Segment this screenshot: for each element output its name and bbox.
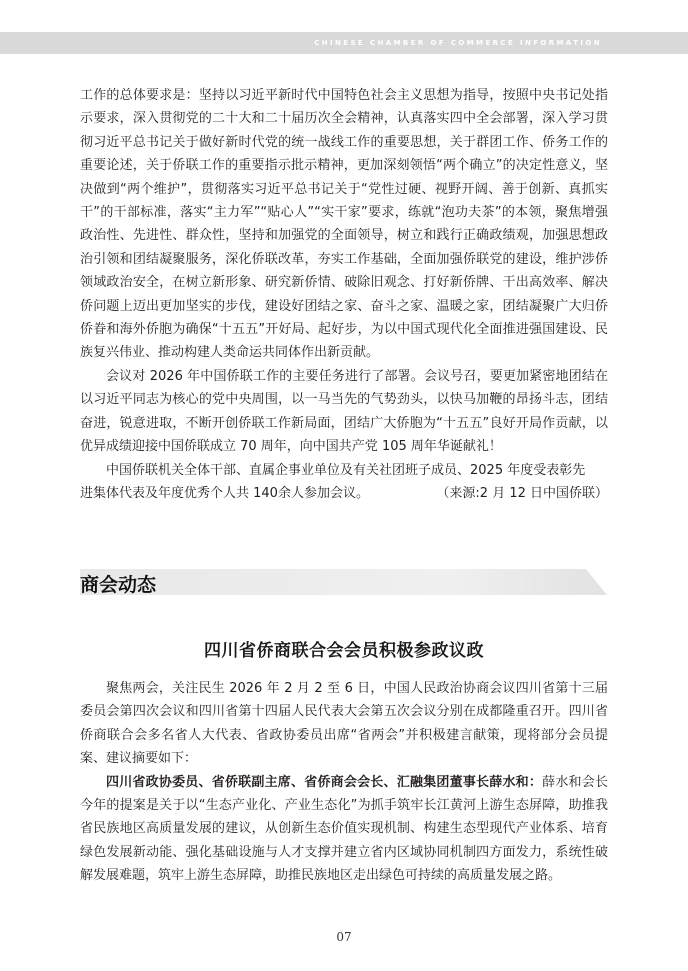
page-number: 07 [336, 930, 352, 944]
article-title: 四川省侨商联合会会员积极参政议政 [204, 641, 484, 661]
paragraph-attendees-line2 [80, 482, 608, 505]
publication-name: CHINESE CHAMBER OF COMMERCE INFORMATION [314, 39, 602, 47]
speech-text: 薛水和会长今年的提案是关于以“生态产业化、产业生态化”为抓手筑牢长江黄河上游生态屏障，助推我省民族地区高质量发展的建议，从创新生态价值实现机制、构建生态型现代产业体系、培育绿色发展新动能、强化基础设施与人才支撑并建立省内区域协同机制四方面发力，系统性破解发展难题，筑牢上游生态屏障，助推民族地区走出绿色可持续的高质量发展之路。 [80, 774, 608, 884]
paragraph-requirements: 工作的总体要求是：坚持以习近平新时代中国特色社会主义思想为指导，按照中央书记处指示要求，深入贯彻党的二十大和二十届历次全会精神，认真落实四中全会部署，深入学习贯彻习近平总书记关于做好新时代党的统一战线工作的重要思想，关于群团工作、侨务工作的重要论述，关于侨联工作的重要指示批示精神，更加深刻领悟“两个确立”的决定性意义，坚决做到“两个维护”，贯彻落实习近平总书记关于“党性过硬、视野开阔、善于创新、真抓实干”的干部标准，落实“主力军”“贴心人”“实干家”要求，练就“泡功夫茶”的本领，聚焦增强政治性、先进性、群众性，坚持和加强党的全面领导，树立和践行正确政绩观，加强思想政治引领和团结凝聚服务，深化侨联改革，夯实工作基础，全面加强侨联党的建设，维护涉侨领域政治安全，在树立新形象、研究新侨情、破除旧观念、打好新侨牌、干出高效率、解决侨问题上迈出更加坚实的步伐，建设好团结之家、奋斗之家、温暖之家，团结凝聚广大归侨侨眷和海外侨胞为确保“十五五”开好局、起好步，为以中国式现代化全面推进强国建设、民族复兴伟业、推动构建人类命运共同体作出新贡献。 [80, 88, 608, 361]
section-banner [80, 569, 607, 595]
article-speech [80, 771, 608, 888]
article-intro: 聚焦两会，关注民生 2026 年 2 月 2 至 6 日，中国人民政治协商会议四川省第十三届委员会第四次会议和四川省第十四届人民代表大会第五次会议分别在成都隆重召开。四川省侨商联合会多名省人大代表、省政协委员出席“省两会”并积极建言献策，现将部分会员提案、建议摘要如下： [80, 681, 608, 767]
article-continuation [80, 84, 608, 505]
section-title: 商会动态 [80, 574, 157, 596]
source-citation: （来源:2 月 12 日中国侨联） [436, 485, 608, 501]
attendees-text: 进集体代表及年度优秀个人共 140余人参加会议。 [80, 485, 369, 501]
paragraph-tasks: 会议对 2026 年中国侨联工作的主要任务进行了部署。会议号召，要更加紧密地团结在以习近平同志为核心的党中央周围，以一马当先的气势劲头，以快马加鞭的昂扬斗志，团结奋进，锐意进取，不断开创侨联工作新局面，团结广大侨胞为“十五五”良好开局作贡献，以优异成绩迎接中国侨联成立 70 周年，向中国共产党 105 周年华诞献礼！ [80, 368, 608, 455]
speaker-name: 四川省政协委员、省侨联副主席、省侨商会会长、汇融集团董事长薛水和： [106, 774, 543, 790]
article-body [80, 677, 608, 888]
paragraph-attendees-line1: 中国侨联机关全体干部、直属企事业单位及有关社团班子成员、2025 年度受表彰先 [106, 462, 586, 478]
